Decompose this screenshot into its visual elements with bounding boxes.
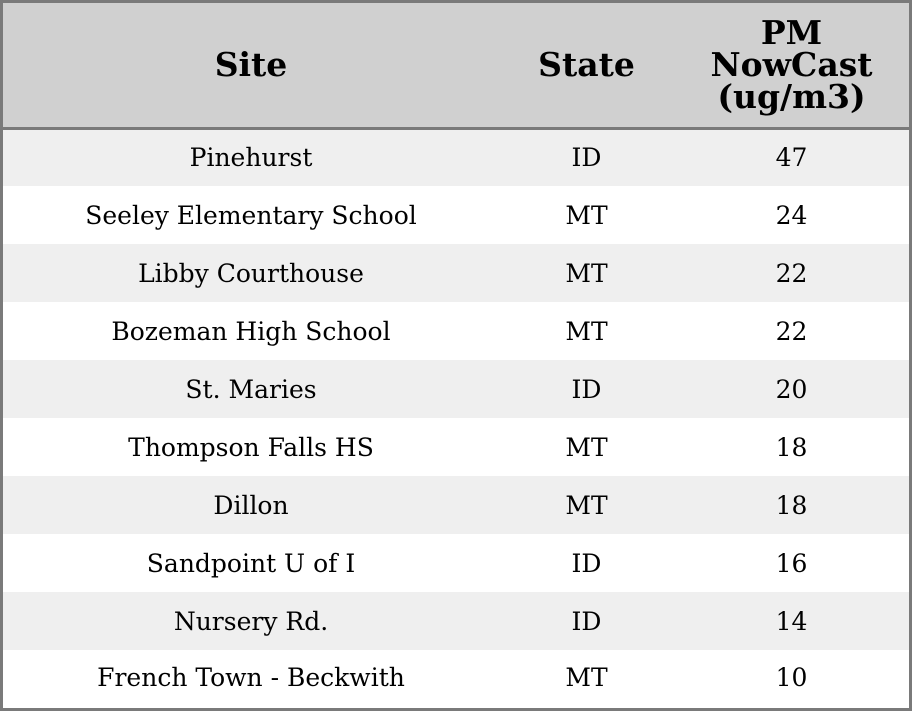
site-cell: Sandpoint U of I: [146, 548, 356, 578]
site-cell: Dillon: [213, 490, 289, 520]
table-header: [3, 3, 909, 128]
pm-nowcast-cell: 24: [775, 200, 808, 230]
state-cell: MT: [565, 432, 608, 462]
table-row: [3, 128, 909, 186]
pm-nowcast-cell: 20: [775, 374, 808, 404]
site-cell: Seeley Elementary School: [85, 200, 417, 230]
column-header-pm-nowcast: PM NowCast (ug/m3): [674, 3, 909, 128]
table-body: [3, 128, 909, 705]
state-cell: MT: [565, 258, 608, 288]
header-row: [3, 3, 909, 128]
site-cell: French Town - Beckwith: [97, 663, 405, 692]
table-row: [3, 650, 909, 705]
site-cell: Libby Courthouse: [138, 258, 364, 288]
site-cell: Thompson Falls HS: [128, 432, 374, 462]
state-cell: MT: [565, 490, 608, 520]
site-cell: St. Maries: [185, 374, 317, 404]
site-cell: Nursery Rd.: [173, 606, 329, 636]
state-cell: MT: [565, 316, 608, 346]
table-row: [3, 534, 909, 592]
column-header-site: Site: [3, 3, 499, 128]
state-cell: ID: [571, 606, 602, 636]
state-cell: MT: [565, 200, 608, 230]
site-cell: Bozeman High School: [111, 316, 391, 346]
table-row: [3, 360, 909, 418]
state-cell: ID: [571, 548, 602, 578]
pm-nowcast-cell: 18: [775, 432, 808, 462]
table-row: [3, 418, 909, 476]
table-row: [3, 244, 909, 302]
pm-nowcast-cell: 16: [775, 548, 808, 578]
pm-nowcast-cell: 47: [775, 143, 808, 173]
state-cell: MT: [565, 663, 608, 692]
pm-nowcast-cell: 14: [775, 606, 808, 636]
table-row: [3, 592, 909, 650]
column-header-state: State: [499, 3, 674, 128]
pm-nowcast-cell: 10: [775, 663, 808, 692]
site-cell: Pinehurst: [189, 143, 313, 173]
pm-nowcast-cell: 22: [775, 316, 808, 346]
pm-nowcast-cell: 22: [775, 258, 808, 288]
pm-nowcast-table: [3, 3, 909, 705]
table-row: [3, 302, 909, 360]
table-row: [3, 186, 909, 244]
state-cell: ID: [571, 374, 602, 404]
state-cell: ID: [571, 143, 602, 173]
pm-nowcast-cell: 18: [775, 490, 808, 520]
table-row: [3, 476, 909, 534]
